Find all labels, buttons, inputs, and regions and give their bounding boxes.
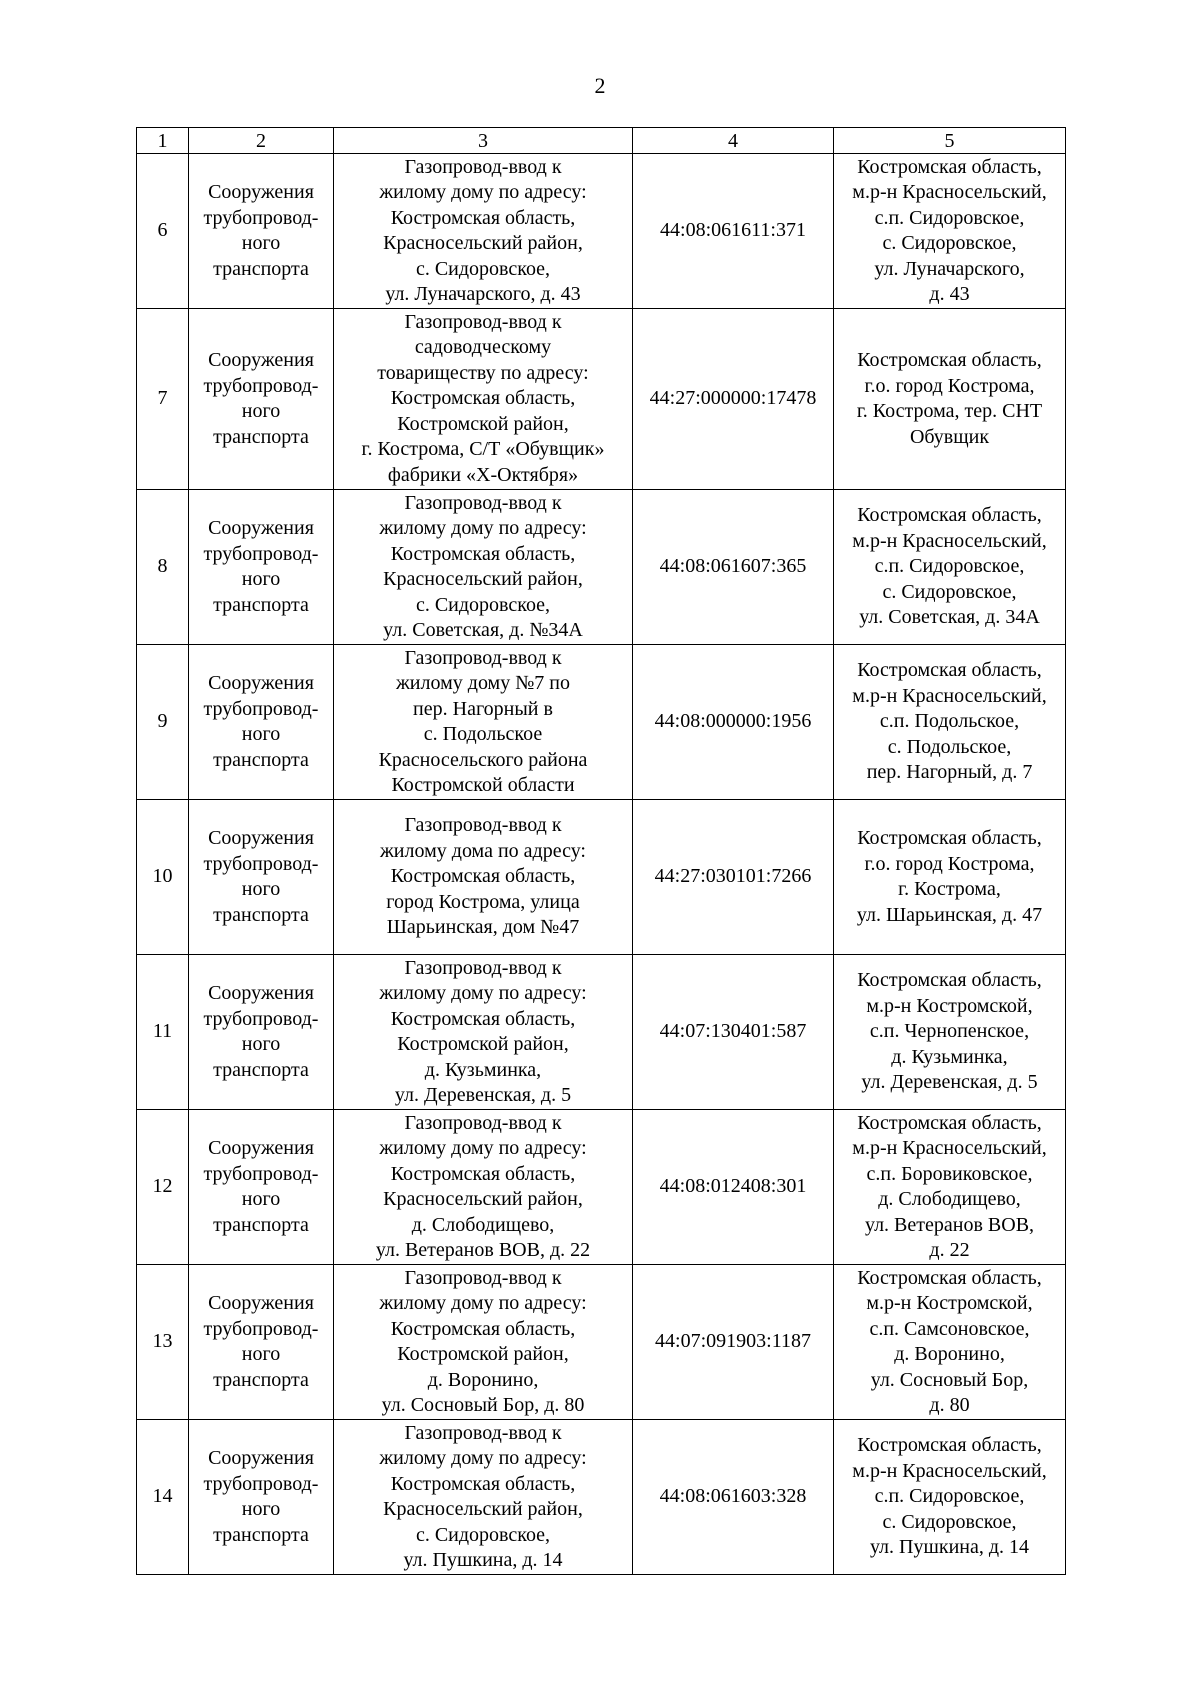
row-number-cell: 13 [137,1265,189,1420]
address-line: ул. Луначарского, [874,257,1025,280]
address-line: с.п. Чернопенское, [869,1020,1030,1043]
object-name-cell [334,1265,633,1420]
object-type-cell [189,645,334,800]
object-name-line: Красносельский район, [383,1498,583,1520]
cadastral-number-cell: 44:08:012408:301 [633,1110,834,1265]
object-name-cell [334,645,633,800]
object-name-line: Костромская область, [390,1472,576,1495]
address-line: ул. Шарьинская, д. 47 [856,903,1043,926]
address-cell [834,645,1066,800]
address-line: с. Подольское, [887,735,1012,758]
column-header: 1 [137,128,189,154]
object-name-line: жилому дому по адресу: [379,181,587,203]
address-cell [834,1420,1066,1575]
object-type-line: Сооружения [208,517,314,539]
object-name-line: садоводческому [414,336,552,359]
address-cell [834,490,1066,645]
object-name-line: Газопровод-ввод к [404,1266,562,1289]
address-line: ул. Сосновый Бор, [870,1368,1029,1391]
address-line: ул. Советская, д. 34А [859,606,1040,629]
object-name-cell [334,309,633,490]
object-name-line: фабрики «Х-Октября» [387,463,579,486]
object-type-cell [189,955,334,1110]
object-name-line: с. Сидоровское, [415,593,551,616]
object-type-line: ного [241,1343,281,1365]
object-name-line: Газопровод-ввод к [404,814,562,837]
object-type-line: трубопровод- [203,1472,319,1495]
object-name-line: с. Сидоровское, [415,1523,551,1546]
object-name-line: ул. Пушкина, д. 14 [403,1549,563,1571]
object-name-line: Красносельский район, [383,232,583,254]
object-type-line: транспорта [213,903,309,926]
object-type-line: ного [241,1033,281,1055]
cadastral-number-cell: 44:08:061607:365 [633,490,834,645]
object-name-line: город Кострома, улица [386,890,580,913]
address-line: м.р-н Костромской, [866,994,1033,1017]
address-line: ул. Ветеранов ВОВ, [864,1213,1035,1236]
object-name-line: д. Слободищево, [411,1213,555,1236]
object-type-line: транспорта [213,1523,309,1546]
address-line: Костромская область, [857,1434,1042,1457]
object-type-cell [189,1110,334,1265]
object-name-line: товариществу по адресу: [377,361,589,384]
object-name-line: Костромская область, [390,387,576,410]
cadastral-number-cell: 44:08:061603:328 [633,1420,834,1575]
object-name-line: Костромской области [391,774,575,796]
object-type-line: транспорта [213,1058,309,1081]
object-name-line: с. Сидоровское, [415,257,551,280]
object-type-line: ного [241,723,281,745]
object-name-line: Красносельский район, [383,568,583,590]
object-type-cell [189,154,334,309]
object-name-cell [334,154,633,309]
object-name-line: д. Воронино, [427,1368,539,1391]
object-name-line: ул. Ветеранов ВОВ, д. 22 [375,1239,591,1261]
object-name-line: Газопровод-ввод к [404,1111,562,1134]
table-row [137,800,1066,955]
address-line: ул. Деревенская, д. 5 [861,1071,1038,1094]
object-name-line: жилому дому по адресу: [379,517,587,539]
address-line: Обувщик [909,425,990,448]
cadastral-number-cell: 44:07:091903:1187 [633,1265,834,1420]
object-type-line: ного [241,1188,281,1210]
object-name-line: Газопровод-ввод к [404,155,562,178]
object-name-line: Газопровод-ввод к [404,491,562,514]
row-number-cell: 8 [137,490,189,645]
object-name-line: Газопровод-ввод к [404,646,562,669]
page-number: 2 [594,73,606,98]
table-row [137,1420,1066,1575]
address-cell [834,154,1066,309]
address-line: м.р-н Красносельский, [852,684,1047,707]
object-name-line: г. Кострома, С/Т «Обувщик» [361,438,605,461]
object-name-line: Шарьинская, дом №47 [386,916,580,939]
object-type-line: ного [241,568,281,590]
object-type-line: Сооружения [208,181,314,203]
address-line: д. 80 [929,1394,970,1416]
address-line: ул. Пушкина, д. 14 [869,1536,1030,1559]
table-row [137,490,1066,645]
cadastral-number-cell: 44:27:030101:7266 [633,800,834,955]
address-line: д. 43 [929,283,970,305]
object-name-line: Костромская область, [390,542,576,565]
object-name-cell [334,800,633,955]
object-type-line: ного [241,878,281,900]
address-cell [834,309,1066,490]
object-type-line: ного [241,232,281,254]
object-name-line: Костромская область, [390,1162,576,1185]
object-type-line: трубопровод- [203,206,319,229]
table-row [137,309,1066,490]
address-line: с.п. Сидоровское, [874,555,1025,578]
table-row [137,645,1066,800]
address-line: Костромская область, [857,827,1042,849]
object-type-cell [189,800,334,955]
address-line: г.о. город Кострома, [864,852,1035,875]
object-name-line: жилому дому №7 по [395,672,570,694]
object-name-line: жилому дому по адресу: [379,1292,587,1314]
object-name-cell [334,1420,633,1575]
object-type-cell [189,309,334,490]
table-row [137,955,1066,1110]
address-line: Костромская область, [857,969,1042,992]
object-type-line: трубопровод- [203,374,319,397]
object-name-line: ул. Луначарского, д. 43 [385,283,581,305]
address-line: с. Сидоровское, [882,1510,1017,1533]
row-number-cell: 11 [137,955,189,1110]
object-type-line: транспорта [213,748,309,771]
object-name-line: ул. Деревенская, д. 5 [394,1084,572,1106]
object-name-line: пер. Нагорный в [413,697,553,720]
object-name-cell [334,490,633,645]
row-number-cell: 10 [137,800,189,955]
address-cell [834,800,1066,955]
address-line: м.р-н Красносельский, [852,1459,1047,1482]
object-name-line: жилому дому по адресу: [379,1137,587,1159]
object-name-line: д. Кузьминка, [424,1058,542,1081]
object-name-line: Красносельский район, [383,1188,583,1210]
address-line: м.р-н Красносельский, [852,529,1047,552]
object-name-cell [334,1110,633,1265]
object-type-line: трубопровод- [203,542,319,565]
address-line: с. Сидоровское, [882,232,1017,254]
object-type-line: трубопровод- [203,1007,319,1030]
cadastral-number-cell: 44:08:000000:1956 [633,645,834,800]
object-type-line: транспорта [213,1213,309,1236]
object-type-line: трубопровод- [203,1317,319,1340]
object-type-line: транспорта [213,257,309,280]
object-type-cell [189,490,334,645]
address-line: Костромская область, [857,349,1042,371]
object-name-line: Костромской район, [397,1343,569,1365]
object-type-line: Сооружения [208,982,314,1004]
address-line: с.п. Сидоровское, [874,1485,1025,1508]
cadastral-number-cell: 44:08:061611:371 [633,154,834,309]
registry-table [136,127,1066,1575]
object-name-line: Газопровод-ввод к [404,1421,562,1444]
address-line: Костромская область, [857,504,1042,527]
address-line: г. Кострома, [898,878,1001,900]
object-name-line: ул. Сосновый Бор, д. 80 [381,1394,585,1416]
object-type-line: Сооружения [208,349,314,371]
address-line: д. 22 [929,1239,970,1261]
address-line: с.п. Подольское, [879,710,1020,733]
table-row [137,154,1066,309]
table-row [137,1265,1066,1420]
object-type-line: транспорта [213,1368,309,1391]
address-line: г. Кострома, тер. СНТ [856,400,1043,422]
object-name-line: с. Подольское [423,723,543,745]
address-line: пер. Нагорный, д. 7 [866,761,1033,784]
address-cell [834,1265,1066,1420]
registry-table-body [137,128,1066,1575]
address-line: Костромская область, [857,155,1042,178]
cadastral-number-cell: 44:07:130401:587 [633,955,834,1110]
address-line: м.р-н Костромской, [866,1292,1033,1314]
address-line: м.р-н Красносельский, [852,1137,1047,1159]
address-line: д. Воронино, [894,1343,1005,1365]
object-name-line: Красносельского района [378,748,588,771]
object-name-line: Газопровод-ввод к [404,956,562,979]
object-name-line: Костромская область, [390,1317,576,1340]
object-name-line: Костромская область, [390,865,576,888]
address-line: с. Сидоровское, [882,580,1017,603]
row-number-cell: 7 [137,309,189,490]
address-line: Костромская область, [857,1111,1042,1134]
address-line: Костромская область, [857,1266,1042,1289]
object-name-line: ул. Советская, д. №34А [383,619,583,641]
address-line: с.п. Сидоровское, [874,206,1025,229]
object-name-line: Костромская область, [390,206,576,229]
object-type-line: транспорта [213,425,309,448]
object-name-line: жилому дому по адресу: [379,1447,587,1469]
row-number-cell: 9 [137,645,189,800]
address-cell [834,955,1066,1110]
object-name-line: жилому дома по адресу: [379,839,586,862]
address-line: д. Кузьминка, [891,1045,1008,1068]
address-cell [834,1110,1066,1265]
object-type-line: Сооружения [208,1292,314,1314]
object-name-line: Газопровод-ввод к [404,310,562,333]
object-name-line: Костромской район, [397,1033,569,1055]
object-name-line: Костромская область, [390,1007,576,1030]
row-number-cell: 14 [137,1420,189,1575]
address-line: Костромская область, [857,659,1042,682]
object-type-line: трубопровод- [203,697,319,720]
object-type-line: Сооружения [208,1137,314,1159]
column-number-row [137,128,1066,154]
table-row [137,1110,1066,1265]
object-type-line: Сооружения [208,1447,314,1469]
address-line: г.о. город Кострома, [864,374,1035,397]
object-type-cell [189,1265,334,1420]
object-type-line: Сооружения [208,672,314,694]
object-type-cell [189,1420,334,1575]
column-header: 2 [189,128,334,154]
object-name-cell [334,955,633,1110]
object-type-line: трубопровод- [203,852,319,875]
column-header: 5 [834,128,1066,154]
object-type-line: трубопровод- [203,1162,319,1185]
object-type-line: транспорта [213,593,309,616]
row-number-cell: 6 [137,154,189,309]
column-header: 4 [633,128,834,154]
object-type-line: Сооружения [208,827,314,849]
object-name-line: Костромской район, [397,412,569,435]
column-header: 3 [334,128,633,154]
address-line: с.п. Самсоновское, [869,1317,1030,1340]
cadastral-number-cell: 44:27:000000:17478 [633,309,834,490]
address-line: с.п. Боровиковское, [866,1162,1033,1185]
object-name-line: жилому дому по адресу: [379,982,587,1004]
object-type-line: ного [241,1498,281,1520]
address-line: д. Слободищево, [878,1188,1021,1210]
row-number-cell: 12 [137,1110,189,1265]
address-line: м.р-н Красносельский, [852,181,1047,203]
object-type-line: ного [241,400,281,422]
